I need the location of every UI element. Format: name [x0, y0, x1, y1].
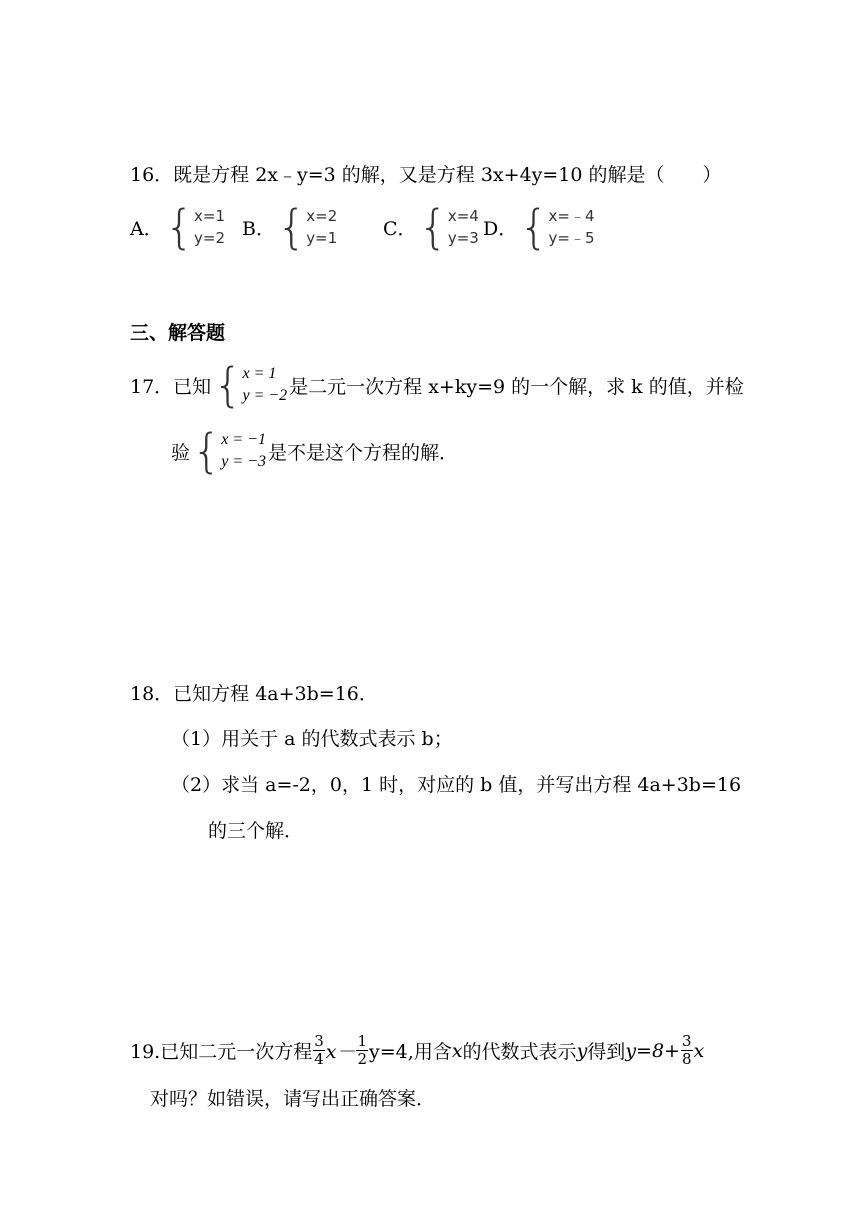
question-16-options [130, 200, 597, 254]
fraction-numerator: 3 [314, 1032, 324, 1050]
question-17-prefix: 17．已知 [130, 375, 212, 398]
option-c-system [418, 200, 479, 254]
q19-text-3: y=4,用含 [369, 1041, 452, 1063]
option-c [383, 200, 483, 254]
option-c-label: C． [383, 217, 417, 240]
option-a-label: A． [130, 217, 163, 240]
option-b [242, 200, 383, 254]
fraction-denominator: 2 [357, 1050, 368, 1068]
q19-var-x: x [451, 1039, 463, 1062]
question-17-line2 [171, 424, 459, 478]
option-d-label: D． [483, 217, 518, 240]
section-heading: 三、解答题 [130, 322, 226, 344]
question-17-line1 [130, 358, 744, 412]
option-a [130, 200, 242, 254]
q19-text-5: 得到 [587, 1041, 626, 1063]
system-1-row2: y = −2 [242, 387, 288, 404]
option-a-row2: y=2 [194, 229, 226, 247]
q19-text-1: 19.已知二元一次方程 [130, 1041, 313, 1063]
brace-icon: { [519, 200, 549, 254]
q19-var-y: y [576, 1039, 588, 1062]
question-17-middle: 是二元一次方程 x+ky=9 的一个解，求 k 的值，并检 [289, 375, 744, 398]
question-17-system-1 [213, 358, 288, 412]
question-19-line1 [130, 1033, 704, 1068]
fraction-numerator: 1 [357, 1032, 368, 1050]
question-17-suffix: 是不是这个方程的解． [268, 441, 459, 464]
brace-icon: { [192, 424, 222, 478]
fraction-numerator: 3 [681, 1032, 692, 1050]
system-1-row1: x = 1 [242, 365, 277, 382]
q19-text-6: y=8+ [625, 1039, 680, 1062]
fraction-denominator: 4 [314, 1050, 324, 1068]
question-18-part-2-cont: 的三个解． [208, 820, 304, 842]
option-b-row1: x=2 [306, 207, 338, 225]
brace-icon: { [276, 200, 307, 254]
option-d [483, 200, 597, 254]
q19-text-7: x [693, 1039, 705, 1062]
option-d-row1: x=﹣4 [548, 207, 595, 225]
question-18-stem: 18．已知方程 4a+3b=16． [130, 683, 378, 705]
option-a-row1: x=1 [194, 207, 226, 225]
option-d-system [519, 200, 595, 254]
fraction-denominator: 8 [681, 1050, 692, 1068]
fraction-3-8 [681, 1033, 693, 1068]
option-b-label: B． [242, 217, 275, 240]
system-2-row2: y = −3 [221, 453, 266, 470]
option-c-row2: y=3 [447, 229, 479, 247]
system-2-row1: x = −1 [221, 431, 266, 448]
option-b-system [276, 200, 338, 254]
question-17-system-2 [192, 424, 266, 478]
question-18-part-1: （1）用关于 a 的代数式表示 b； [171, 728, 453, 750]
question-18-part-2: （2）求当 a=-2，0，1 时，对应的 b 值，并写出方程 4a+3b=16 [171, 774, 742, 796]
brace-icon: { [418, 200, 448, 254]
option-c-row1: x=4 [447, 207, 479, 225]
option-b-row2: y=1 [306, 229, 338, 247]
fraction-1-2 [356, 1033, 368, 1068]
option-d-row2: y=﹣5 [548, 229, 595, 247]
option-a-system [164, 200, 226, 254]
q19-text-4: 的代数式表示 [462, 1041, 577, 1063]
question-17-line2-prefix: 验 [171, 441, 191, 464]
question-16-stem: 16．既是方程 2x﹣y=3 的解，又是方程 3x+4y=10 的解是（ ） [130, 164, 722, 186]
question-19-line2: 对吗？如错误，请写出正确答案． [150, 1088, 436, 1110]
fraction-3-4 [313, 1033, 325, 1068]
brace-icon: { [213, 358, 243, 412]
brace-icon: { [164, 200, 195, 254]
q19-text-2: x－ [325, 1041, 356, 1063]
